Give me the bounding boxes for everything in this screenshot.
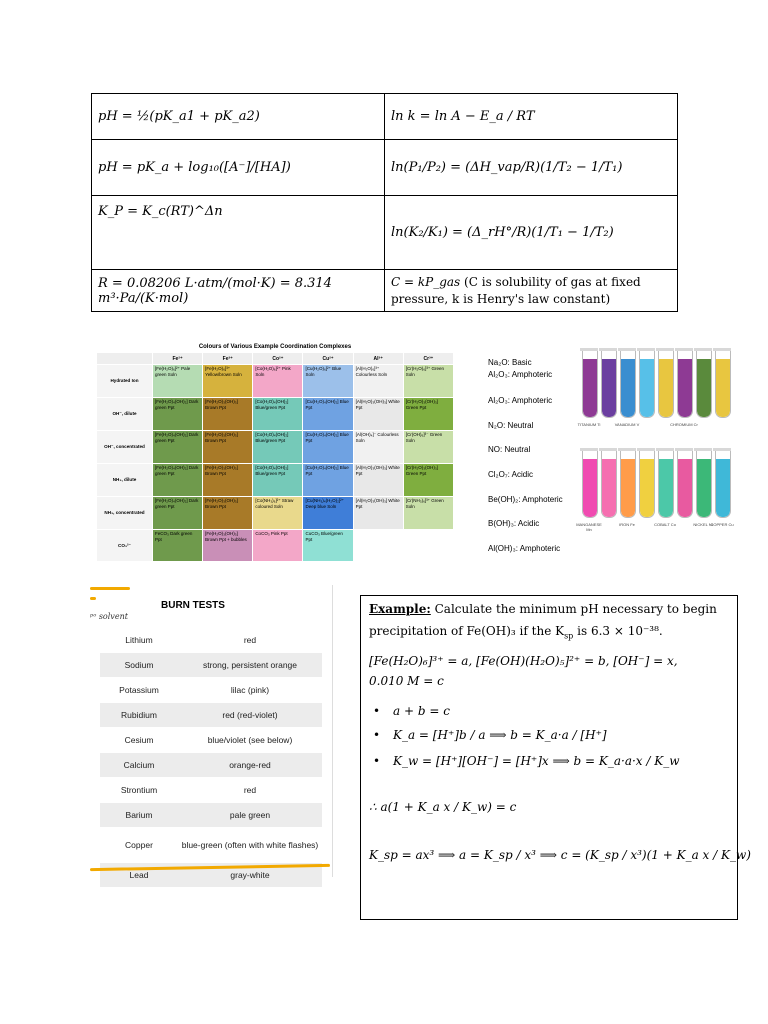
example-equation: K_sp = ax³ ⟹ a = K_sp / x³ ⟹ c = (K_sp / x³)(1 + K_a x / K_w) <box>369 848 751 862</box>
burn-element: Strontium <box>100 778 178 803</box>
transition-metal-tubes-top <box>578 346 738 446</box>
test-tube <box>715 451 731 518</box>
complex-cell: [Fe(H₂O)₃(OH)₃] Brown Ppt <box>203 464 253 497</box>
burn-flame-color: red <box>178 778 322 803</box>
burn-flame-color: lilac (pink) <box>178 678 322 703</box>
complex-cell: [Co(H₂O)₄(OH)₂] Blue/green Ppt <box>253 464 303 497</box>
complex-cell <box>403 530 453 562</box>
complex-row-label: NH₃, dilute <box>97 464 153 497</box>
test-tube <box>677 351 693 418</box>
burn-tests-solvent-label <box>90 612 128 621</box>
example-text: is 6.3 × 10⁻³⁸. <box>573 624 663 638</box>
burn-flame-color: blue/violet (see below) <box>178 728 322 753</box>
complex-cell: [Cr(OH)₆]³⁻ Green Soln <box>403 431 453 464</box>
formula-arrhenius: ln k = ln A − E_a / RT <box>385 94 678 140</box>
test-tube <box>677 451 693 518</box>
formula-row <box>92 140 678 196</box>
test-tube <box>620 451 636 518</box>
complex-row <box>97 464 454 497</box>
complex-column-header <box>97 353 153 365</box>
test-tube-liquid <box>602 359 616 417</box>
example-step: • a + b = c <box>393 704 450 718</box>
complex-row <box>97 398 454 431</box>
test-tube <box>639 451 655 518</box>
burn-test-row <box>100 753 322 778</box>
burn-test-row <box>100 728 322 753</box>
complex-cell: [Fe(H₂O)₄(OH)₂] Dark green Ppt <box>153 431 203 464</box>
oxide-item: Cl₂O₇: Acidic <box>488 470 533 479</box>
complex-row-label: NH₃, concentrated <box>97 497 153 530</box>
example-step: • K_a = [H⁺]b / a ⟹ b = K_a·a / [H⁺] <box>393 728 607 742</box>
test-tube <box>658 451 674 518</box>
burn-test-row <box>100 703 322 728</box>
solvent-text: solvent <box>98 612 128 621</box>
formula-ph-amphiprotic: pH = ½(pK_a1 + pK_a2) <box>92 94 385 140</box>
burn-tests-panel <box>90 585 333 880</box>
complex-row <box>97 431 454 464</box>
complex-row-label: Hydrated Ion <box>97 365 153 398</box>
formula-henrys-law <box>385 270 678 312</box>
complex-cell: [Cr(H₂O)₆]³⁺ Green Soln <box>403 365 453 398</box>
complex-cell: CoCO₃ Pink Ppt <box>253 530 303 562</box>
complex-column-header: Fe²⁺ <box>153 353 203 365</box>
complex-cell: FeCO₃ Dark green Ppt <box>153 530 203 562</box>
complex-cell: [Al(H₂O)₃(OH)₃] White Ppt <box>353 464 403 497</box>
complex-cell: [Cr(H₂O)₃(OH)₃] Green Ppt <box>403 464 453 497</box>
test-tube <box>715 351 731 418</box>
burn-element: Copper <box>100 828 178 863</box>
oxide-item: Al₂O₃: Amphoteric <box>488 370 553 379</box>
burn-test-row <box>100 678 322 703</box>
oxide-item: N₂O: Neutral <box>488 421 534 430</box>
complex-cell: [Cu(NH₃)₄(H₂O)₂]²⁺ Deep blue Soln <box>303 497 353 530</box>
solvent-prefix: ᵖᵒ <box>90 612 97 621</box>
example-text: precipitation of Fe(OH)₃ if the K <box>369 624 565 638</box>
oxide-item: B(OH)₃: Acidic <box>488 519 540 528</box>
example-label: Example: <box>369 602 431 616</box>
test-tube-liquid <box>697 459 711 517</box>
complex-cell <box>353 530 403 562</box>
test-tube <box>658 351 674 418</box>
test-tube <box>696 351 712 418</box>
test-tube-label: COPPER Cu <box>710 522 734 527</box>
highlight-mark <box>90 597 96 600</box>
complex-column-header: Cr³⁺ <box>403 353 453 365</box>
burn-element: Calcium <box>100 753 178 778</box>
test-tube <box>696 451 712 518</box>
formula-kp-kc: K_P = K_c(RT)^Δn <box>92 196 385 270</box>
oxide-item: Al₂O₃: Amphoteric <box>488 396 553 405</box>
complex-row-label: OH⁻, dilute <box>97 398 153 431</box>
complex-cell: [Al(H₂O)₆]³⁺ Colourless Soln <box>353 365 403 398</box>
test-tube-liquid <box>583 359 597 417</box>
complex-cell: [Fe(H₂O)₃(OH)₃] Brown Ppt <box>203 431 253 464</box>
test-tube-liquid <box>678 359 692 417</box>
complex-cell: CuCO₃ Blue/green Ppt <box>303 530 353 562</box>
formula-row <box>92 270 678 312</box>
complex-cell: [Fe(H₂O)₄(OH)₂] Dark green Ppt <box>153 464 203 497</box>
burn-test-row <box>100 653 322 678</box>
complex-cell: [Fe(H₂O)₆]³⁺ Yellow/brown Soln <box>203 365 253 398</box>
test-tube-liquid <box>678 459 692 517</box>
complex-table <box>96 352 454 562</box>
oxide-item: NO: Neutral <box>488 445 531 454</box>
burn-element: Barium <box>100 803 178 828</box>
complex-row <box>97 365 454 398</box>
test-tube-label: CHROMIUM Cr <box>670 422 698 427</box>
formula-gas-constant: R = 0.08206 L·atm/(mol·K) = 8.314 m³·Pa/(K·mol) <box>92 270 385 312</box>
formula-table <box>91 93 678 312</box>
burn-test-row <box>100 628 322 653</box>
test-tube-label: NICKEL Ni <box>693 522 713 527</box>
coordination-complex-chart <box>96 343 454 553</box>
test-tube <box>620 351 636 418</box>
complex-cell: [Cr(NH₃)₆]³⁺ Green Soln <box>403 497 453 530</box>
test-tube-liquid <box>621 459 635 517</box>
henrys-law-equation: C = kP_gas <box>391 274 461 289</box>
complex-cell: [Cr(H₂O)₃(OH)₃] Green Ppt <box>403 398 453 431</box>
complex-row <box>97 497 454 530</box>
test-tube-liquid <box>583 459 597 517</box>
formula-henderson-hasselbalch: pH = pK_a + log₁₀([A⁻]/[HA]) <box>92 140 385 196</box>
complex-cell: [Cu(H₂O)₄(OH)₂] Blue Ppt <box>303 464 353 497</box>
complex-cell: [Fe(H₂O)₃(OH)₃] Brown Ppt <box>203 398 253 431</box>
test-tube-liquid <box>697 359 711 417</box>
burn-element: Lithium <box>100 628 178 653</box>
test-tube-liquid <box>659 459 673 517</box>
burn-tests-title: BURN TESTS <box>161 600 225 611</box>
complex-column-header: Cu²⁺ <box>303 353 353 365</box>
complex-cell: [Co(H₂O)₆]²⁺ Pink Soln <box>253 365 303 398</box>
example-text: Calculate the minimum pH necessary to begin <box>430 602 717 616</box>
test-tube <box>582 351 598 418</box>
burn-flame-color: red (red-violet) <box>178 703 322 728</box>
complex-cell: [Al(H₂O)₃(OH)₃] White Ppt <box>353 398 403 431</box>
test-tube-liquid <box>602 459 616 517</box>
burn-tests-table <box>100 628 322 888</box>
test-tube <box>601 451 617 518</box>
burn-flame-color: gray-white <box>178 863 322 888</box>
example-equation: ∴ a(1 + K_a x / K_w) = c <box>369 800 517 814</box>
complex-cell: [Cu(H₂O)₆]²⁺ Blue Soln <box>303 365 353 398</box>
formula-row <box>92 196 678 270</box>
example-prompt-line <box>369 624 663 640</box>
test-tube <box>601 351 617 418</box>
burn-element: Cesium <box>100 728 178 753</box>
burn-flame-color: red <box>178 628 322 653</box>
test-tube-liquid <box>716 359 730 417</box>
complex-column-header: Co²⁺ <box>253 353 303 365</box>
formula-clausius-clapeyron: ln(P₁/P₂) = (ΔH_vap/R)(1/T₂ − 1/T₁) <box>385 140 678 196</box>
test-tube <box>582 451 598 518</box>
burn-element: Lead <box>100 863 178 888</box>
complex-header-row <box>97 353 454 365</box>
example-problem-box <box>360 595 751 920</box>
complex-cell: [Co(NH₃)₆]²⁺ Straw coloured Soln <box>253 497 303 530</box>
burn-test-row <box>100 778 322 803</box>
test-tube-liquid <box>640 359 654 417</box>
complex-cell: [Fe(H₂O)₄(OH)₂] Dark green Ppt <box>153 497 203 530</box>
burn-element: Rubidium <box>100 703 178 728</box>
burn-test-row <box>100 828 322 863</box>
burn-element: Potassium <box>100 678 178 703</box>
oxide-item: Be(OH)₂: Amphoteric <box>488 495 563 504</box>
formula-row <box>92 94 678 140</box>
complex-row-label: OH⁻, concentrated <box>97 431 153 464</box>
complex-row <box>97 530 454 562</box>
test-tube-liquid <box>621 359 635 417</box>
henrys-law-note: (C is solubility of gas at fixed pressure, k is Henry's law constant) <box>391 274 641 306</box>
oxide-item: Na₂O: Basic <box>488 358 532 367</box>
test-tube-label: COBALT Co <box>654 522 676 527</box>
complex-column-header: Al³⁺ <box>353 353 403 365</box>
test-tube-liquid <box>640 459 654 517</box>
complex-cell: [Co(H₂O)₄(OH)₂] Blue/green Ppt <box>253 398 303 431</box>
complex-row-label: CO₃²⁻ <box>97 530 153 562</box>
complex-cell: [Cu(H₂O)₄(OH)₂] Blue Ppt <box>303 431 353 464</box>
complex-cell: [Fe(H₂O)₃(OH)₃] Brown Ppt <box>203 497 253 530</box>
burn-flame-color: pale green <box>178 803 322 828</box>
complex-cell: [Fe(H₂O)₃(OH)₃] Brown Ppt + bubbles <box>203 530 253 562</box>
transition-metal-tubes-bottom <box>578 446 738 546</box>
burn-flame-color: blue-green (often with white flashes) <box>178 828 322 863</box>
complex-cell: [Co(H₂O)₄(OH)₂] Blue/green Ppt <box>253 431 303 464</box>
example-step: • K_w = [H⁺][OH⁻] = [H⁺]x ⟹ b = K_a·a·x / K_w <box>393 754 679 768</box>
test-tube-liquid <box>659 359 673 417</box>
highlight-mark <box>90 587 130 590</box>
test-tube-label: VANADIUM V <box>614 422 640 427</box>
burn-test-row <box>100 803 322 828</box>
test-tube <box>639 351 655 418</box>
burn-flame-color: strong, persistent orange <box>178 653 322 678</box>
complex-cell: [Cu(H₂O)₄(OH)₂] Blue Ppt <box>303 398 353 431</box>
complex-cell: [Al(H₂O)₃(OH)₃] White Ppt <box>353 497 403 530</box>
test-tube-label: IRON Fe <box>619 522 635 527</box>
example-sub: sp <box>564 631 574 641</box>
oxide-item: Al(OH)₃: Amphoteric <box>488 544 561 553</box>
complex-cell: [Fe(H₂O)₄(OH)₂] Dark green Ppt <box>153 398 203 431</box>
complex-cell: [Al(OH)₄]⁻ Colourless Soln <box>353 431 403 464</box>
burn-flame-color: orange-red <box>178 753 322 778</box>
test-tube-label: TITANIUM Ti <box>577 422 601 427</box>
complex-chart-title: Colours of Various Example Coordination Complexes <box>198 344 352 350</box>
complex-cell: [Fe(H₂O)₆]²⁺ Pale green Soln <box>153 365 203 398</box>
complex-column-header: Fe³⁺ <box>203 353 253 365</box>
formula-van-t-hoff: ln(K₂/K₁) = (Δ_rH°/R)(1/T₁ − 1/T₂) <box>385 196 678 270</box>
test-tube-label: MANGANESE Mn <box>576 522 602 532</box>
example-prompt-line <box>369 602 717 616</box>
test-tube-liquid <box>716 459 730 517</box>
example-definitions: [Fe(H₂O)₆]³⁺ = a, [Fe(OH)(H₂O)₅]²⁺ = b, [OH⁻] = x, <box>369 654 678 668</box>
burn-element: Sodium <box>100 653 178 678</box>
example-definitions: 0.010 M = c <box>369 674 444 688</box>
